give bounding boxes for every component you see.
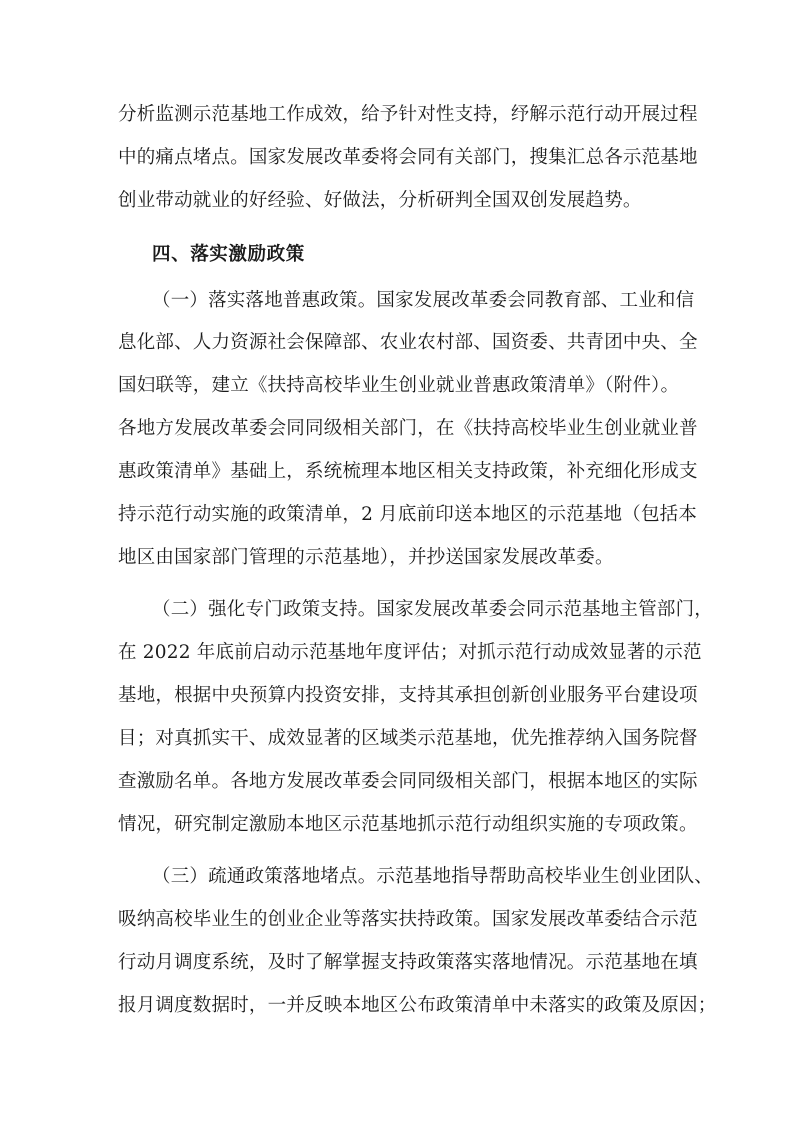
- body-text-line: 情况，研究制定激励本地区示范基地抓示范行动组织实施的专项政策。: [118, 814, 698, 835]
- body-text-line: 目；对真抓实干、成效显著的区域类示范基地，优先推荐纳入国务院督: [118, 728, 698, 749]
- body-text-line: 创业带动就业的好经验、好做法，分析研判全国双创发展趋势。: [118, 190, 642, 211]
- body-text-line: 息化部、人力资源社会保障部、农业农村部、国资委、共青团中央、全: [118, 332, 698, 353]
- section-heading: 四、落实激励政策: [152, 244, 305, 265]
- body-text-line: 分析监测示范基地工作成效，给予针对性支持，纾解示范行动开展过程: [118, 104, 698, 125]
- body-text-line: 报月调度数据时，一并反映本地区公布政策清单中未落实的政策及原因；: [118, 995, 717, 1016]
- body-text-line: 各地方发展改革委会同同级相关部门，在《扶持高校毕业生创业就业普: [118, 418, 698, 439]
- body-text-line: 地区由国家部门管理的示范基地），并抄送国家发展改革委。: [118, 547, 614, 568]
- body-text-line: 在 2022 年底前启动示范基地年度评估；对抓示范行动成效显著的示范: [118, 642, 702, 663]
- body-text-line: 行动月调度系统，及时了解掌握支持政策落实落地情况。示范基地在填: [118, 952, 698, 973]
- body-text-line: 持示范行动实施的政策清单，2 月底前印送本地区的示范基地（包括本: [118, 504, 698, 525]
- paragraph-first-line: （二）强化专门政策支持。国家发展改革委会同示范基地主管部门，: [152, 599, 714, 620]
- body-text-line: 基地，根据中央预算内投资安排，支持其承担创新创业服务平台建设项: [118, 685, 698, 706]
- body-text-line: 惠政策清单》基础上，系统梳理本地区相关支持政策，补充细化形成支: [118, 461, 698, 482]
- body-text-line: 国妇联等，建立《扶持高校毕业生创业就业普惠政策清单》（附件）。: [118, 375, 680, 396]
- paragraph-first-line: （一）落实落地普惠政策。国家发展改革委会同教育部、工业和信: [152, 290, 695, 311]
- body-text-line: 查激励名单。各地方发展改革委会同同级相关部门，根据本地区的实际: [118, 771, 698, 792]
- paragraph-first-line: （三）疏通政策落地堵点。示范基地指导帮助高校毕业生创业团队、: [152, 866, 714, 887]
- body-text-line: 中的痛点堵点。国家发展改革委将会同有关部门，搜集汇总各示范基地: [118, 147, 698, 168]
- body-text-line: 吸纳高校毕业生的创业企业等落实扶持政策。国家发展改革委结合示范: [118, 909, 698, 930]
